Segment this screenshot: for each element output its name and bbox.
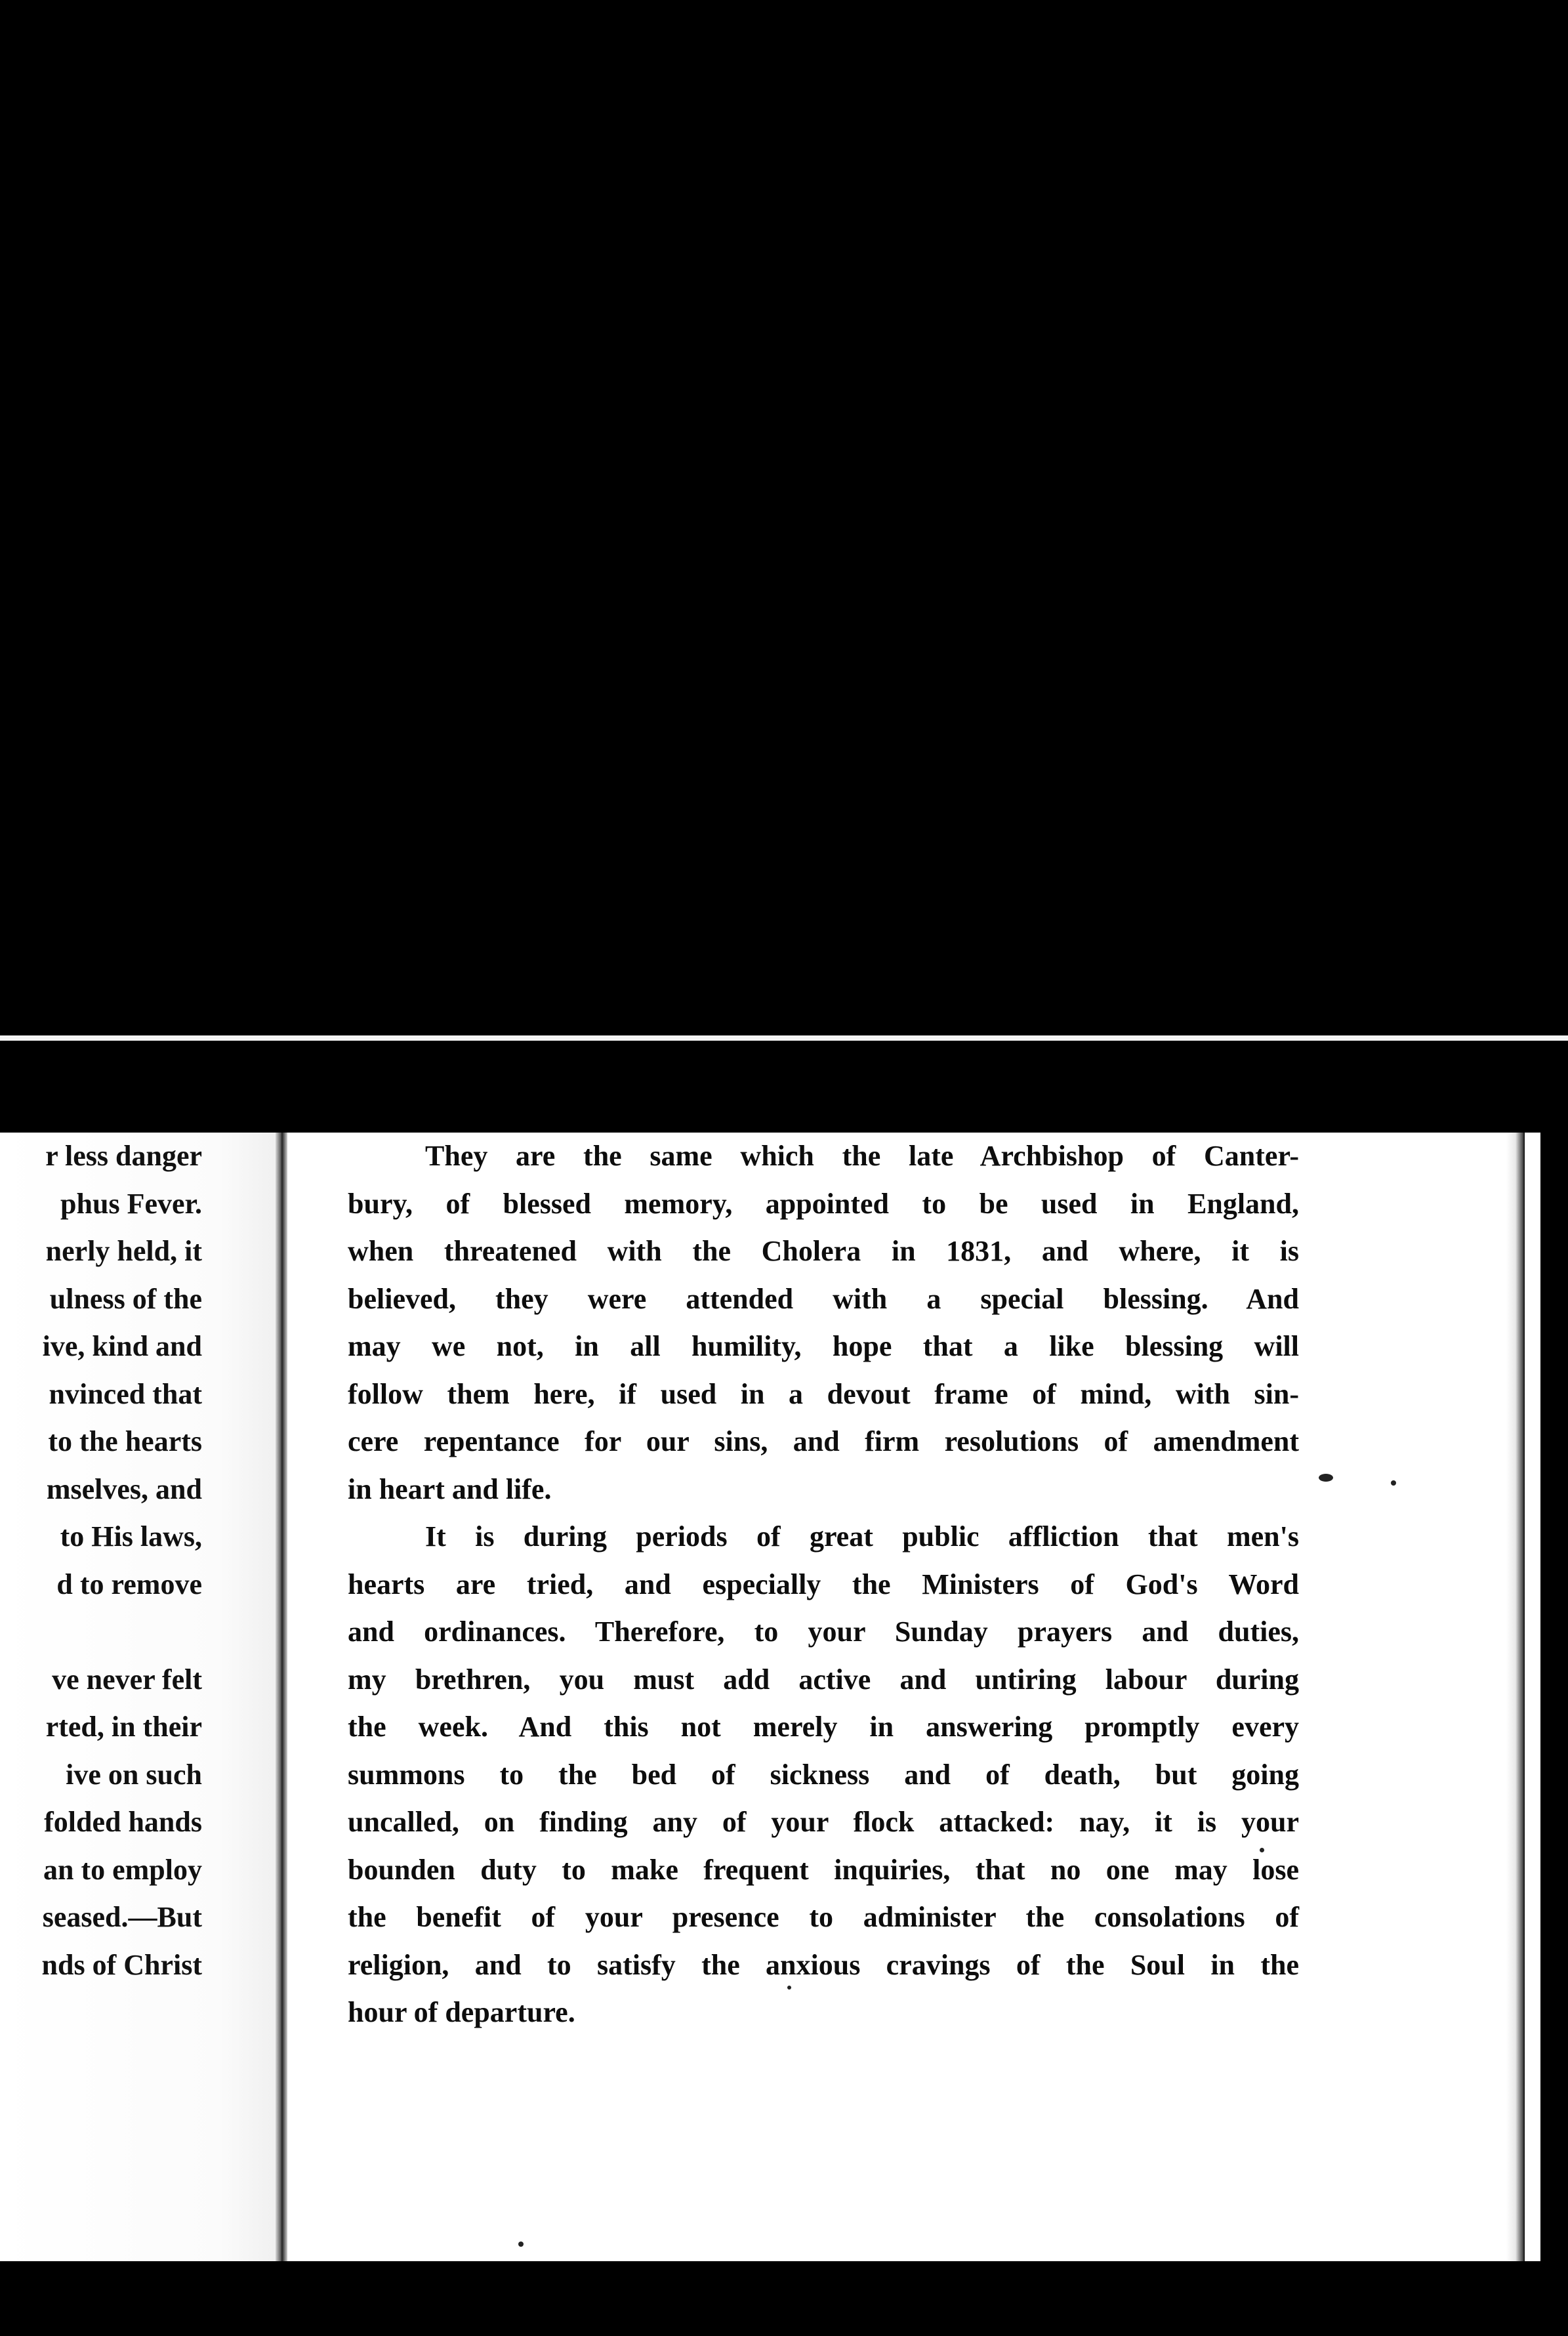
left-page	[0, 1133, 276, 2261]
ink-speck	[1391, 1480, 1396, 1486]
right-page-edge	[1506, 1133, 1525, 2261]
text-line: They are the same which the late Archbishop of Canter-	[425, 1140, 1299, 1172]
paragraph-1	[348, 1133, 1299, 1513]
paragraph-2	[348, 1513, 1299, 2037]
text-line: follow them here, if used in a devout frame of mind, with sin-	[348, 1377, 1299, 1410]
left-line: an to employ	[43, 1853, 202, 1886]
ink-speck	[787, 1986, 791, 1990]
left-line: rted, in their	[45, 1711, 202, 1743]
text-line: believed, they were attended with a special blessing. And	[348, 1282, 1299, 1315]
left-line: to the hearts	[48, 1425, 202, 1457]
left-line: phus Fever.	[60, 1187, 202, 1220]
left-line: r less danger	[45, 1140, 202, 1172]
right-page-text	[348, 1133, 1299, 2037]
left-line: mselves, and	[46, 1472, 202, 1505]
text-line: in heart and life.	[348, 1472, 552, 1505]
text-line: summons to the bed of sickness and of death, but going	[348, 1758, 1299, 1791]
left-line: seased.—But	[42, 1901, 202, 1933]
left-page-text	[0, 1133, 276, 1989]
left-line: ve never felt	[52, 1663, 202, 1696]
text-line: uncalled, on finding any of your flock attacked: nay, it is your	[348, 1806, 1299, 1838]
text-line: bounden duty to make frequent inquiries, that no one may lose	[348, 1853, 1299, 1886]
left-line: ive on such	[66, 1758, 202, 1791]
left-line: folded hands	[44, 1806, 202, 1838]
text-line: religion, and to satisfy the anxious cravings of the Soul in the	[348, 1948, 1299, 1981]
text-line: the week. And this not merely in answering promptly every	[348, 1711, 1299, 1743]
text-line: may we not, in all humility, hope that a like blessing will	[348, 1330, 1299, 1362]
left-line: to His laws,	[60, 1520, 202, 1553]
text-line: cere repentance for our sins, and firm resolutions of amendment	[348, 1425, 1299, 1457]
left-line: ulness of the	[49, 1282, 202, 1315]
ink-speck	[1319, 1474, 1333, 1482]
text-line: hour of departure.	[348, 1996, 575, 2028]
left-line: d to remove	[56, 1568, 202, 1600]
book-gutter	[276, 1133, 287, 2261]
text-line: It is during periods of great public affliction that men's	[425, 1520, 1299, 1553]
left-line-blank	[0, 1608, 276, 1656]
text-line: and ordinances. Therefore, to your Sunday prayers and duties,	[348, 1616, 1299, 1648]
text-line: hearts are tried, and especially the Ministers of God's Word	[348, 1568, 1299, 1600]
ink-speck	[518, 2242, 524, 2247]
text-line: bury, of blessed memory, appointed to be used in England,	[348, 1187, 1299, 1220]
left-line: nerly held, it	[45, 1235, 202, 1267]
top-edge-rule	[0, 1035, 1568, 1041]
left-line: nvinced that	[49, 1377, 202, 1410]
text-line: my brethren, you must add active and untiring labour during	[348, 1663, 1299, 1696]
text-line: when threatened with the Cholera in 1831, and where, it is	[348, 1235, 1299, 1267]
ink-speck	[1260, 1848, 1264, 1852]
left-line: nds of Christ	[41, 1948, 202, 1981]
text-line: the benefit of your presence to administer the consolations of	[348, 1901, 1299, 1933]
book-spread	[0, 1133, 1540, 2261]
left-line: ive, kind and	[42, 1330, 202, 1362]
